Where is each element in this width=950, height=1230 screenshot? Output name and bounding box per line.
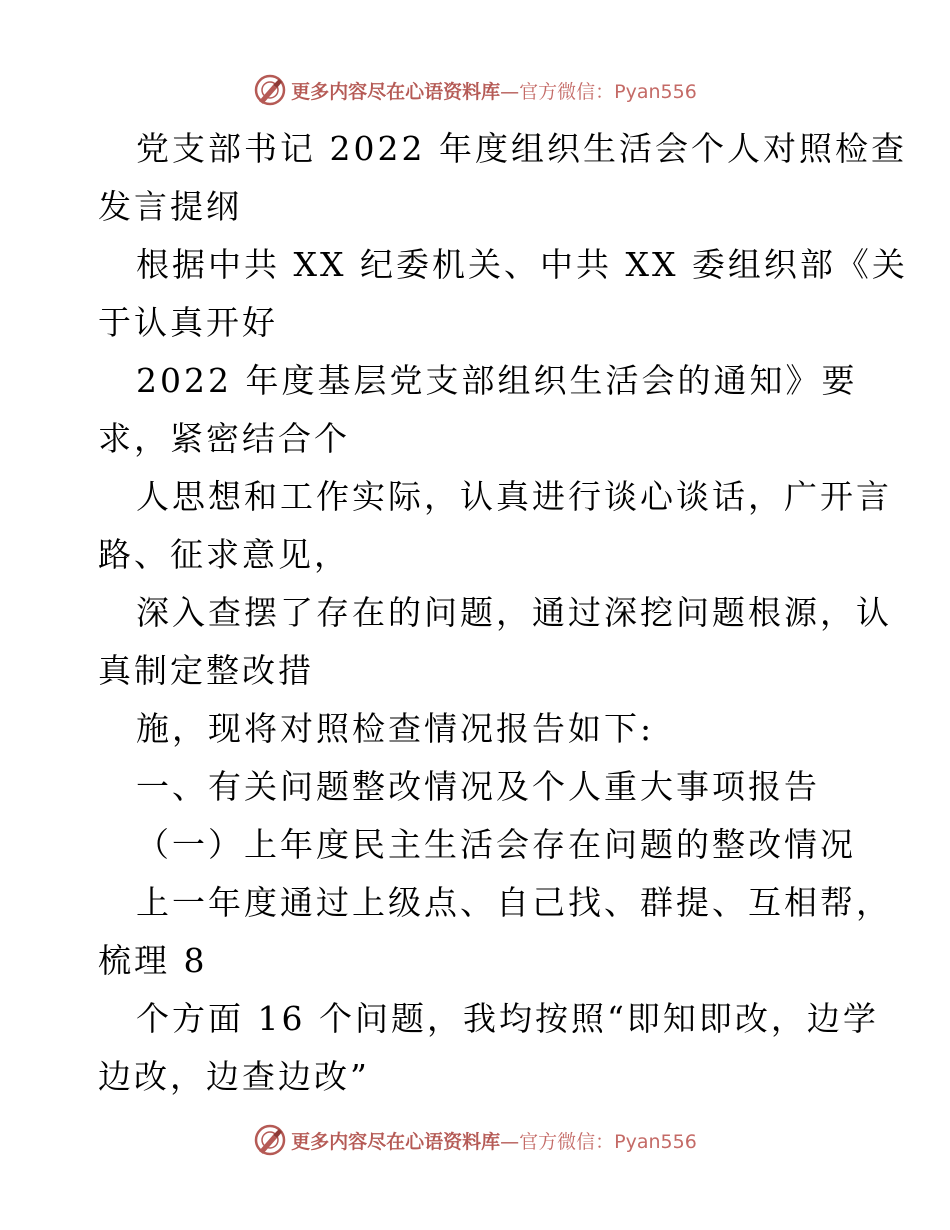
body-line: 个方面 16 个问题，我均按照“即知即改，边学 xyxy=(136,999,879,1038)
body-line: （一）上年度民主生活会存在问题的整改情况 xyxy=(136,825,856,864)
body-line: 路、征求意见， xyxy=(98,535,350,574)
body-line: 边改，边查边改” xyxy=(98,1057,370,1096)
banner-text xyxy=(291,77,697,104)
banner-dash: — xyxy=(500,80,520,103)
banner-text xyxy=(291,1127,697,1154)
body-line: 真制定整改措 xyxy=(98,651,314,690)
body-line: 上一年度通过上级点、自己找、群提、互相帮， xyxy=(136,883,892,922)
body-line: 党支部书记 2022 年度组织生活会个人对照检查 xyxy=(136,129,907,168)
body-line: 人思想和工作实际，认真进行谈心谈话，广开言 xyxy=(136,477,892,516)
pen-logo-icon xyxy=(253,73,287,107)
body-line: 深入查摆了存在的问题，通过深挖问题根源，认 xyxy=(136,593,892,632)
body-line: 梳理 8 xyxy=(98,941,208,980)
body-line: 一、有关问题整改情况及个人重大事项报告 xyxy=(136,767,820,806)
body-line: 求，紧密结合个 xyxy=(98,419,350,458)
banner-main-text: 更多内容尽在心语资料库 xyxy=(291,80,501,103)
document-body xyxy=(98,120,908,1106)
body-line: 根据中共 XX 纪委机关、中共 XX 委组织部《关 xyxy=(136,245,908,284)
body-line: 2022 年度基层党支部组织生活会的通知》要 xyxy=(136,361,858,400)
banner-contact-text: 官方微信：Pyan556 xyxy=(519,80,697,103)
banner-main-text: 更多内容尽在心语资料库 xyxy=(291,1130,501,1153)
banner-dash: — xyxy=(500,1130,520,1153)
body-line: 于认真开好 xyxy=(98,303,278,342)
body-line: 施，现将对照检查情况报告如下: xyxy=(136,709,655,748)
pen-logo-icon xyxy=(253,1123,287,1157)
footer-banner xyxy=(0,1120,950,1160)
body-line: 发言提纲 xyxy=(98,187,242,226)
banner-contact-text: 官方微信：Pyan556 xyxy=(519,1130,697,1153)
header-banner xyxy=(0,70,950,110)
